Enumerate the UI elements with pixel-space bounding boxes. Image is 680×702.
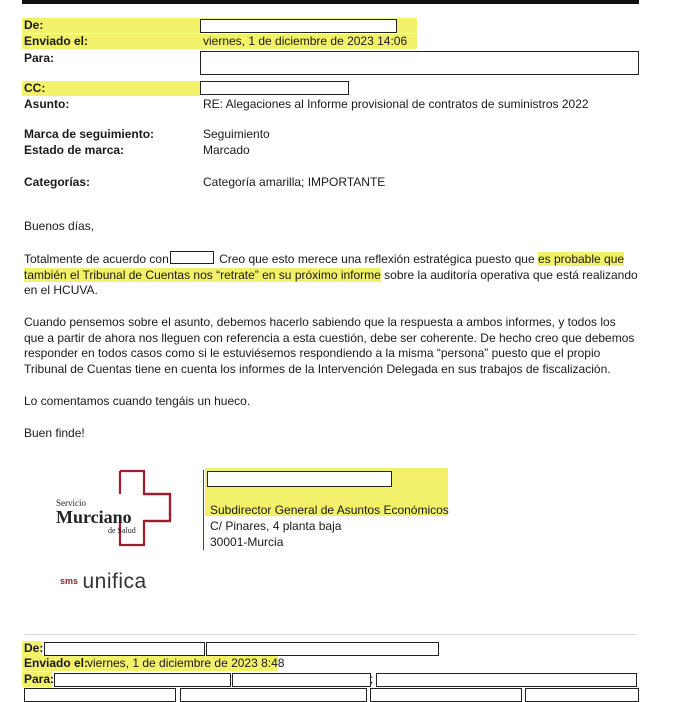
subject-label: Asunto: [24,97,70,111]
sms-logo [52,468,182,548]
quoted-to-label: Para: [24,672,55,686]
signature-address: C/ Pinares, 4 planta baja [210,519,342,533]
quoted-sent-value: viernes, 1 de diciembre de 2023 8:48 [87,656,285,670]
quoted-from-label: De: [24,641,44,655]
quoted-sent-label: Enviado el: [24,656,89,670]
logo-line-3: de Salud [108,526,136,535]
email-body [24,219,644,235]
signature-title: Subdirector General de Asuntos Económicos [210,503,449,517]
top-rule [22,0,639,4]
cc-redacted [200,81,349,95]
paragraph-3: Lo comentamos cuando tengáis un hueco. [24,394,251,408]
cc-row-highlight [22,81,200,96]
greeting: Buenos días, [24,219,95,233]
to-label: Para: [24,51,55,65]
p1-start: Totalmente de acuerdo con [24,252,169,266]
from-label: De: [24,18,44,32]
subject-value: RE: Alegaciones al Informe provisional de contratos de suministros 2022 [203,97,589,111]
p1-highlighted-text: es probable que también el Tribunal de Cuentas nos “retrate” en su próximo informe [24,252,625,282]
p1-end: sobre la auditoría operativa que está realizando en el HCUVA. [24,267,638,297]
from-redacted [200,19,397,33]
sent-value: viernes, 1 de diciembre de 2023 14:06 [203,34,408,48]
signature-divider [203,470,204,550]
inline-redacted-name [170,251,214,264]
followup-value: Seguimiento [203,127,270,141]
quoted-separator [24,634,637,635]
quoted-to-separator: ; [370,672,374,686]
categories-value: Categoría amarilla; IMPORTANTE [203,175,386,189]
unifica-word: unifica [82,570,147,593]
paragraph-2: Cuando pensemos sobre el asunto, debemos hacerlo sabiendo que la respuesta a ambos informes, y todos los que a partir de ahora nos lleguen con referencia a esta cuestión, debe ser coherente. De hecho creo que debemos responder en todos casos como si le estuviésemos respondiendo a la misma “persona” puesto que el propio Tribunal de Cuentas tiene en cuenta los informes de la Intervención Delegada en sus trabajos de fiscalización. [24,315,635,376]
flag-status-label: Estado de marca: [24,143,125,157]
paragraph-1 [24,251,639,299]
unifica-prefix: sms [60,576,79,586]
unifica-logo [60,570,147,594]
quoted-to-redacted-1 [54,673,231,687]
followup-label: Marca de seguimiento: [24,127,155,141]
categories-label: Categorías: [24,175,91,189]
flag-status-value: Marcado [203,143,250,157]
cc-label: CC: [24,81,46,95]
signature-city: 30001-Murcia [210,535,284,549]
quoted-from-redacted-1 [44,642,205,656]
p1-mid: Creo que esto merece una reflexión estratégica puesto que [215,252,538,266]
signature-name-redacted [207,471,392,487]
paragraph-4: Buen finde! [24,426,85,440]
to-redacted [200,51,639,75]
logo-line-2: Murciano [56,507,132,527]
quoted-from-redacted-2 [206,642,439,656]
logo-line-1: Servicio [56,498,86,508]
quoted-to-redacted-3 [376,673,637,687]
sent-label: Enviado el: [24,34,89,48]
quoted-to-redacted-2 [232,672,374,687]
